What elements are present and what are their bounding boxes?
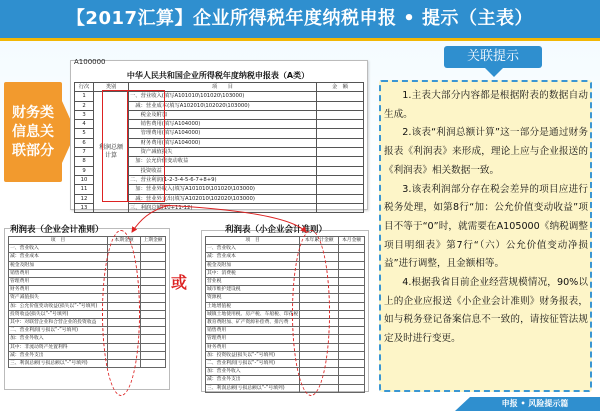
left-amount-highlight — [102, 230, 140, 396]
amount-cell[interactable] — [339, 302, 365, 310]
header-cell: 上期金额 — [141, 237, 166, 245]
notes-text — [384, 87, 588, 349]
left-form-row — [9, 294, 166, 302]
item-cell: 减：营业外支出(填写A102010\102020\103000) — [129, 194, 317, 203]
item-cell: 税金及附加 — [9, 261, 108, 269]
footer-label: 申报 • 风险提示篇 — [470, 397, 600, 411]
item-cell: 投资收益 — [129, 166, 317, 175]
row-number: 9 — [75, 166, 94, 175]
item-cell: 销售费用 — [9, 269, 108, 277]
left-form-row — [9, 327, 166, 335]
item-cell: 财务费用(填写A104000) — [129, 138, 317, 147]
amount-cell[interactable] — [141, 335, 166, 343]
right-form-row — [206, 302, 365, 310]
right-form-header-row — [206, 237, 365, 245]
right-form-row — [206, 286, 365, 294]
amount-cell[interactable] — [339, 343, 365, 351]
item-cell: 资产减值损失 — [129, 148, 317, 157]
row-number: 2 — [75, 101, 94, 110]
right-form-row — [206, 253, 365, 261]
form-id: A100000 — [74, 58, 106, 66]
item-cell: 一、营业收入 — [206, 245, 300, 253]
amount-cell[interactable] — [339, 351, 365, 359]
item-cell: 三、利润总额(亏损总额以“-”号填列) — [206, 384, 300, 392]
left-form-row — [9, 286, 166, 294]
amount-cell[interactable] — [339, 335, 365, 343]
amount-cell[interactable] — [317, 148, 364, 157]
amount-cell[interactable] — [317, 120, 364, 129]
left-form-row — [9, 253, 166, 261]
item-cell: 加：营业外收入 — [9, 335, 108, 343]
header-cell: 金 额 — [317, 83, 364, 92]
row-number: 10 — [75, 175, 94, 184]
amount-cell[interactable] — [141, 278, 166, 286]
right-form-row — [206, 343, 365, 351]
item-cell: 三、利润总额(10+11-12) — [129, 203, 317, 212]
item-cell: 三、利润总额(亏损总额以“-”号填列) — [9, 360, 108, 368]
amount-cell[interactable] — [339, 278, 365, 286]
header-cell: 类别 — [94, 83, 129, 92]
right-form-table — [205, 236, 365, 393]
amount-cell[interactable] — [141, 343, 166, 351]
amount-cell[interactable] — [317, 92, 364, 101]
item-cell: 财务费用 — [9, 286, 108, 294]
left-form-row — [9, 351, 166, 359]
item-cell: 城市维护建设税 — [206, 286, 300, 294]
right-form-row — [206, 384, 365, 392]
amount-cell[interactable] — [141, 351, 166, 359]
item-cell: 一、营业收入(填写A101010\101020\103000) — [129, 92, 317, 101]
amount-cell[interactable] — [317, 194, 364, 203]
row-number: 3 — [75, 110, 94, 119]
right-form-row — [206, 335, 365, 343]
notes-heading: 关联提示 — [444, 46, 542, 68]
item-cell: 二、营业利润(亏损以“-”号填列) — [206, 360, 300, 368]
side-label — [4, 82, 62, 182]
item-cell: 加：营业外收入(填写A101010\101020\103000) — [129, 185, 317, 194]
item-cell: 其中：消费税 — [206, 269, 300, 277]
amount-cell[interactable] — [339, 261, 365, 269]
amount-cell[interactable] — [317, 157, 364, 166]
left-form-row — [9, 310, 166, 318]
left-form-row — [9, 245, 166, 253]
amount-cell[interactable] — [141, 302, 166, 310]
item-cell: 加：投资收益(损失以“-”号填列) — [206, 351, 300, 359]
item-cell: 其中：对联营企业和合营企业的投资收益 — [9, 319, 108, 327]
title-divider — [0, 38, 600, 41]
amount-cell[interactable] — [339, 327, 365, 335]
item-cell: 管理费用(填写A104000) — [129, 129, 317, 138]
right-form-row — [206, 376, 365, 384]
item-cell: 减：营业成本 — [9, 253, 108, 261]
header-cell: 行次 — [75, 83, 94, 92]
item-cell: 税金及附加 — [129, 110, 317, 119]
item-cell: 减：营业外支出 — [9, 351, 108, 359]
notes-heading-arrow-icon — [485, 68, 503, 77]
footer-deco — [455, 397, 470, 411]
right-form-row — [206, 245, 365, 253]
row-number: 13 — [75, 203, 94, 212]
item-cell: 减：营业成本(填写A102010\102020\103000) — [129, 101, 317, 110]
item-cell: 加：公允价值变动收益 — [129, 157, 317, 166]
item-cell: 管理费用 — [206, 335, 300, 343]
amount-cell[interactable] — [317, 138, 364, 147]
note-paragraph: 3.该表利润部分存在税会差异的项目应进行税务处理，如第8行“加：公允价值变动收益”项目不等于“0”时，就需要在A105000《纳税调整项目明细表》第7行“（六）公允价值变动净损益”进行调整，且金额相等。 — [384, 183, 588, 270]
category-highlight — [102, 90, 128, 202]
item-cell: 减：营业外支出 — [206, 376, 300, 384]
right-form-row — [206, 319, 365, 327]
item-cell: 加：公允价值变动收益(损失以“-”号填列) — [9, 302, 108, 310]
item-cell: 一、营业收入 — [9, 245, 108, 253]
left-form-title: 利润表（企业会计准则） — [10, 225, 104, 235]
right-form-row — [206, 294, 365, 302]
or-label: 或 — [171, 273, 188, 292]
amount-cell[interactable] — [317, 101, 364, 110]
right-form-row — [206, 261, 365, 269]
left-form-table — [8, 236, 166, 368]
item-cell: 二、营业利润(亏损以“-”号填列) — [9, 327, 108, 335]
row-number: 7 — [75, 148, 94, 157]
right-form-title: 利润表（小企业会计准则） — [225, 225, 328, 235]
right-form-row — [206, 351, 365, 359]
amount-cell[interactable] — [339, 245, 365, 253]
amount-cell[interactable] — [339, 368, 365, 376]
right-form-row — [206, 278, 365, 286]
item-cell: 土地增值税 — [206, 302, 300, 310]
page-title: 【2017汇算】企业所得税年度纳税申报 • 提示（主表） — [66, 8, 534, 29]
header-cell: 本月金额 — [339, 237, 365, 245]
item-cell: 销售费用(填写A104000) — [129, 120, 317, 129]
amount-cell[interactable] — [339, 269, 365, 277]
amount-cell[interactable] — [141, 310, 166, 318]
right-form-row — [206, 327, 365, 335]
item-cell: 财务费用 — [206, 343, 300, 351]
note-paragraph: 4.根据我省目前企业经营规模情况，90%以上的企业应报送《小企业会计准则》财务报表，如与税务登记备案信息不一致的，请按征管法规定及时进行变更。 — [384, 277, 588, 345]
item-cell: 其中：非流动资产处置利得 — [9, 343, 108, 351]
amount-cell[interactable] — [339, 310, 365, 318]
left-form-row — [9, 360, 166, 368]
left-form-row — [9, 343, 166, 351]
amount-cell[interactable] — [141, 327, 166, 335]
item-cell: 减：营业成本 — [206, 253, 300, 261]
item-cell: 销售费用 — [206, 327, 300, 335]
header-cell: 项 目 — [9, 237, 108, 245]
category-highlight-right — [126, 90, 165, 202]
row-number: 12 — [75, 194, 94, 203]
note-paragraph: 2.该表“利润总额计算”这一部分是通过财务报表《利润表》来形成，理论上应与企业报送的《利润表》相关数据一致。 — [384, 127, 588, 176]
item-cell: 资产减值损失 — [9, 294, 108, 302]
left-form-row — [9, 319, 166, 327]
right-form-row — [206, 360, 365, 368]
row-number: 11 — [75, 185, 94, 194]
header-cell: 本年累计金额 — [300, 237, 339, 245]
amount-cell[interactable] — [317, 166, 364, 175]
right-form-row — [206, 310, 365, 318]
left-form-row — [9, 302, 166, 310]
header-cell: 本期金额 — [108, 237, 141, 245]
right-form-row — [206, 269, 365, 277]
main-form-title: 中华人民共和国企业所得税年度纳税申报表（A类） — [126, 71, 310, 80]
category-cell: 利润总额计算 — [94, 92, 129, 213]
item-cell: 二、营业利润(1-2-3-4-5-6-7+8+9) — [129, 175, 317, 184]
amount-cell[interactable] — [141, 253, 166, 261]
amount-cell[interactable] — [141, 261, 166, 269]
amount-cell[interactable] — [141, 319, 166, 327]
amount-cell[interactable] — [317, 175, 364, 184]
left-form-row — [9, 335, 166, 343]
item-cell: 城镇土地使用税、房产税、车船税、印花税 — [207, 311, 299, 317]
right-amount-highlight — [292, 230, 330, 396]
row-number: 6 — [75, 138, 94, 147]
row-number: 1 — [75, 92, 94, 101]
left-form-row — [9, 261, 166, 269]
amount-cell[interactable] — [141, 286, 166, 294]
left-form-row — [9, 269, 166, 277]
amount-cell[interactable] — [339, 286, 365, 294]
item-cell: 营业税 — [206, 278, 300, 286]
note-paragraph: 1.主表大部分内容都是根据附表的数据自动生成。 — [384, 90, 588, 120]
row-number: 4 — [75, 120, 94, 129]
item-cell: 管理费用 — [9, 278, 108, 286]
amount-cell[interactable] — [339, 376, 365, 384]
row-number: 5 — [75, 129, 94, 138]
item-cell: 加：营业外收入 — [206, 368, 300, 376]
amount-cell[interactable] — [141, 294, 166, 302]
amount-cell[interactable] — [339, 384, 365, 392]
item-cell: 教育费附加、矿产资源补偿费、排污费 — [206, 319, 300, 327]
amount-cell[interactable] — [339, 360, 365, 368]
item-cell: 投资收益(损失以“-”号填列) — [9, 310, 108, 318]
header-cell: 项 目 — [129, 83, 317, 92]
left-form-row — [9, 278, 166, 286]
left-form-header-row — [9, 237, 166, 245]
amount-cell[interactable] — [141, 360, 166, 368]
side-label-text: 财务类 信息关 联部分 — [12, 104, 54, 159]
amount-cell[interactable] — [141, 269, 166, 277]
amount-cell[interactable] — [339, 319, 365, 327]
item-cell: 资源税 — [206, 294, 300, 302]
right-form-row — [206, 368, 365, 376]
amount-cell[interactable] — [317, 203, 364, 212]
row-number: 8 — [75, 157, 94, 166]
item-cell: 税金及附加 — [206, 261, 300, 269]
amount-cell[interactable] — [339, 294, 365, 302]
amount-cell[interactable] — [317, 110, 364, 119]
amount-cell[interactable] — [339, 253, 365, 261]
amount-cell[interactable] — [317, 185, 364, 194]
amount-cell[interactable] — [317, 129, 364, 138]
header-cell: 项 目 — [206, 237, 300, 245]
amount-cell[interactable] — [141, 245, 166, 253]
